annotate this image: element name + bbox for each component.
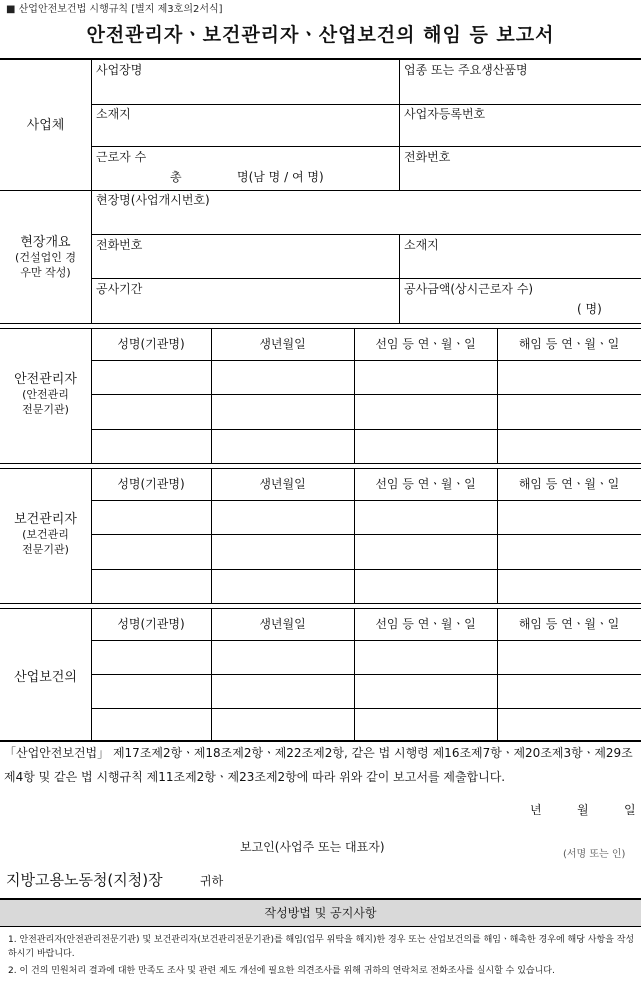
workers-total-label: 총 xyxy=(170,170,182,184)
workplace-phone-label: 전화번호 xyxy=(404,150,451,164)
col-birth: 생년월일 xyxy=(259,477,306,491)
section-separator xyxy=(0,323,641,329)
col-appointed: 선임 등 연ㆍ월ㆍ일 xyxy=(375,337,476,351)
col-birth: 생년월일 xyxy=(259,337,306,351)
address-label: 소재지 xyxy=(96,107,131,121)
section-label-site xyxy=(0,235,91,280)
section-label-workplace: 사업체 xyxy=(26,118,65,133)
form-reference: ■ 산업안전보건법 시행규칙 [별지 제3호의2서식] xyxy=(6,4,223,15)
section-label-doctor: 산업보건의 xyxy=(14,670,77,685)
recipient-suffix: 귀하 xyxy=(200,874,224,888)
recipient: 지방고용노동청(지청)장 xyxy=(6,871,163,889)
date-month: 월 xyxy=(577,803,589,817)
site-address-label: 소재지 xyxy=(404,238,439,252)
site-col-divider xyxy=(399,234,400,324)
col-name: 성명(기관명) xyxy=(117,477,185,491)
section-separator xyxy=(0,463,641,469)
health-label: 보건관리자 xyxy=(14,512,77,527)
section-separator xyxy=(0,603,641,609)
safety-sub-label: (안전관리 전문기관) xyxy=(22,388,69,416)
business-name-label: 사업장명 xyxy=(96,63,143,77)
col-name: 성명(기관명) xyxy=(117,617,185,631)
workers-label: 근로자 수 xyxy=(96,150,147,164)
page-title: 안전관리자ㆍ보건관리자ㆍ산업보건의 해임 등 보고서 xyxy=(86,24,555,46)
reporter-label: 보고인(사업주 또는 대표자) xyxy=(240,840,385,854)
site-name-label: 현장명(사업개시번호) xyxy=(96,193,210,207)
workplace-col-divider xyxy=(399,60,400,190)
industry-label: 업종 또는 주요생산품명 xyxy=(404,63,528,77)
note-item-1: 1. 안전관리자(안전관리전문기관) 및 보건관리자(보건관리전문기관)를 해임(업무 위탁을 해지)한 경우 또는 산업보건의를 해임ㆍ해촉한 경우에 해당 사항을 작성하시기 바랍니다. xyxy=(8,935,635,959)
site-sub-label: (건설업인 경우만 작성) xyxy=(15,251,76,279)
safety-label: 안전관리자 xyxy=(14,372,77,387)
section-label-health xyxy=(0,512,91,557)
workers-breakdown-label: 명(남 명 / 여 명) xyxy=(237,170,324,184)
amount-label: 공사금액(상시근로자 수) xyxy=(404,282,534,296)
section-label-safety xyxy=(0,372,91,417)
site-label: 현장개요 xyxy=(20,235,71,250)
health-sub-label: (보건관리 전문기관) xyxy=(22,528,69,556)
table-top-border xyxy=(0,58,641,60)
label-column-divider xyxy=(91,60,92,324)
amount-unit-label: ( 명) xyxy=(577,302,602,316)
col-dismissed: 해임 등 연ㆍ월ㆍ일 xyxy=(518,337,620,351)
col-dismissed: 해임 등 연ㆍ월ㆍ일 xyxy=(518,617,620,631)
notes-heading: 작성방법 및 공지사항 xyxy=(0,900,641,926)
col-appointed: 선임 등 연ㆍ월ㆍ일 xyxy=(375,477,476,491)
signature-label: (서명 또는 인) xyxy=(563,849,626,860)
site-phone-label: 전화번호 xyxy=(96,238,143,252)
date-day: 일 xyxy=(624,803,636,817)
period-label: 공사기간 xyxy=(96,282,143,296)
col-name: 성명(기관명) xyxy=(117,337,185,351)
note-item-2: 2. 이 건의 민원처리 결과에 대한 만족도 조사 및 관련 제도 개선에 필요한 의견조사를 위해 귀하의 연락처로 전화조사를 실시할 수 있습니다. xyxy=(8,966,555,976)
col-dismissed: 해임 등 연ㆍ월ㆍ일 xyxy=(518,477,620,491)
statement-paragraph: 「산업안전보건법」 제17조제2항ㆍ제18조제2항ㆍ제22조제2항, 같은 법 시행령 제16조제7항ㆍ제20조제3항ㆍ제29조제4항 및 같은 법 시행규칙 제11조제2항ㆍ제23조제2항에 따라 위와 같이 보고서를 제출합니다. xyxy=(4,746,633,784)
reg-no-label: 사업자등록번호 xyxy=(404,107,486,121)
date-year: 년 xyxy=(530,803,542,817)
col-birth: 생년월일 xyxy=(259,617,306,631)
col-appointed: 선임 등 연ㆍ월ㆍ일 xyxy=(375,617,476,631)
